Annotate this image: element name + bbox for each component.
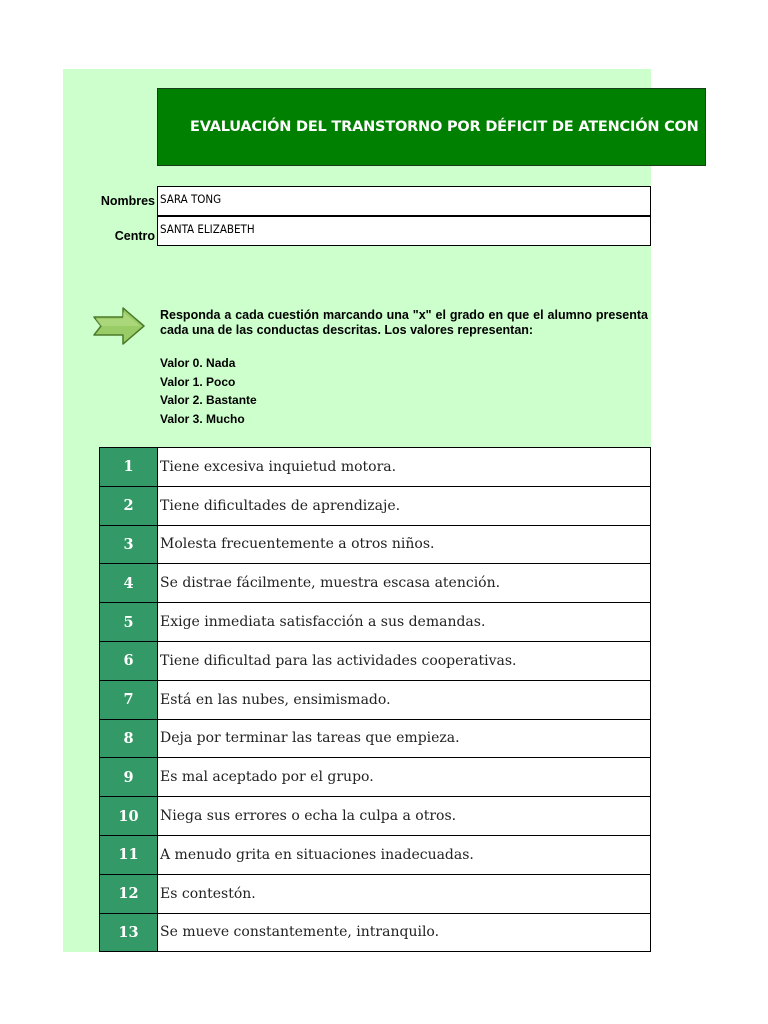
question-row[interactable] xyxy=(99,487,651,526)
instructions-text: Responda a cada cuestión marcando una "x" el grado en que el alumno presenta cada una de las conductas descritas. Los valores representan: xyxy=(160,308,648,337)
question-row[interactable] xyxy=(99,564,651,603)
question-row[interactable] xyxy=(99,836,651,875)
question-number: 1 xyxy=(100,448,158,486)
question-number: 12 xyxy=(100,875,158,913)
question-text: Está en las nubes, ensimismado. xyxy=(158,681,650,719)
scale-item: Valor 3. Mucho xyxy=(160,412,245,427)
question-text: Es contestón. xyxy=(158,875,650,913)
question-row[interactable] xyxy=(99,758,651,797)
question-row[interactable] xyxy=(99,797,651,836)
question-number: 10 xyxy=(100,797,158,835)
centro-value: SANTA ELIZABETH xyxy=(160,222,255,236)
centro-field[interactable] xyxy=(157,216,651,246)
question-number: 8 xyxy=(100,720,158,758)
question-text: Molesta frecuentemente a otros niños. xyxy=(158,526,650,564)
scale-item: Valor 2. Bastante xyxy=(160,393,257,408)
nombres-value: SARA TONG xyxy=(160,192,222,206)
question-number: 3 xyxy=(100,526,158,564)
question-text: Tiene excesiva inquietud motora. xyxy=(158,448,650,486)
scale-item: Valor 0. Nada xyxy=(160,356,236,370)
arrow-right-icon xyxy=(93,307,145,345)
question-number: 2 xyxy=(100,487,158,525)
question-text: Se mueve constantemente, intranquilo. xyxy=(158,914,650,952)
question-row[interactable] xyxy=(99,914,651,953)
question-row[interactable] xyxy=(99,526,651,565)
question-number: 6 xyxy=(100,642,158,680)
question-number: 5 xyxy=(100,603,158,641)
title-banner xyxy=(157,88,706,166)
nombres-label: Nombres xyxy=(100,194,155,208)
question-text: Tiene dificultades de aprendizaje. xyxy=(158,487,650,525)
question-row[interactable] xyxy=(99,603,651,642)
question-number: 7 xyxy=(100,681,158,719)
question-row[interactable] xyxy=(99,875,651,914)
question-text: Exige inmediata satisfacción a sus demandas. xyxy=(158,603,650,641)
question-number: 11 xyxy=(100,836,158,874)
questions-table xyxy=(99,447,651,952)
question-row[interactable] xyxy=(99,642,651,681)
question-number: 13 xyxy=(100,914,158,952)
question-text: Deja por terminar las tareas que empieza. xyxy=(158,720,650,758)
question-text: Es mal aceptado por el grupo. xyxy=(158,758,650,796)
question-row[interactable] xyxy=(99,681,651,720)
scale-item: Valor 1. Poco xyxy=(160,374,236,389)
scale-legend xyxy=(160,354,257,429)
question-number: 4 xyxy=(100,564,158,602)
question-row[interactable] xyxy=(99,448,651,487)
document-title: EVALUACIÓN DEL TRANSTORNO POR DÉFICIT DE ATENCIÓN CON xyxy=(190,119,699,135)
question-text: A menudo grita en situaciones inadecuadas. xyxy=(158,836,650,874)
question-row[interactable] xyxy=(99,720,651,759)
question-number: 9 xyxy=(100,758,158,796)
question-text: Tiene dificultad para las actividades cooperativas. xyxy=(158,642,650,680)
nombres-field[interactable] xyxy=(157,186,651,216)
question-text: Niega sus errores o echa la culpa a otros. xyxy=(158,797,650,835)
centro-label: Centro xyxy=(114,229,155,243)
question-text: Se distrae fácilmente, muestra escasa atención. xyxy=(158,564,650,602)
